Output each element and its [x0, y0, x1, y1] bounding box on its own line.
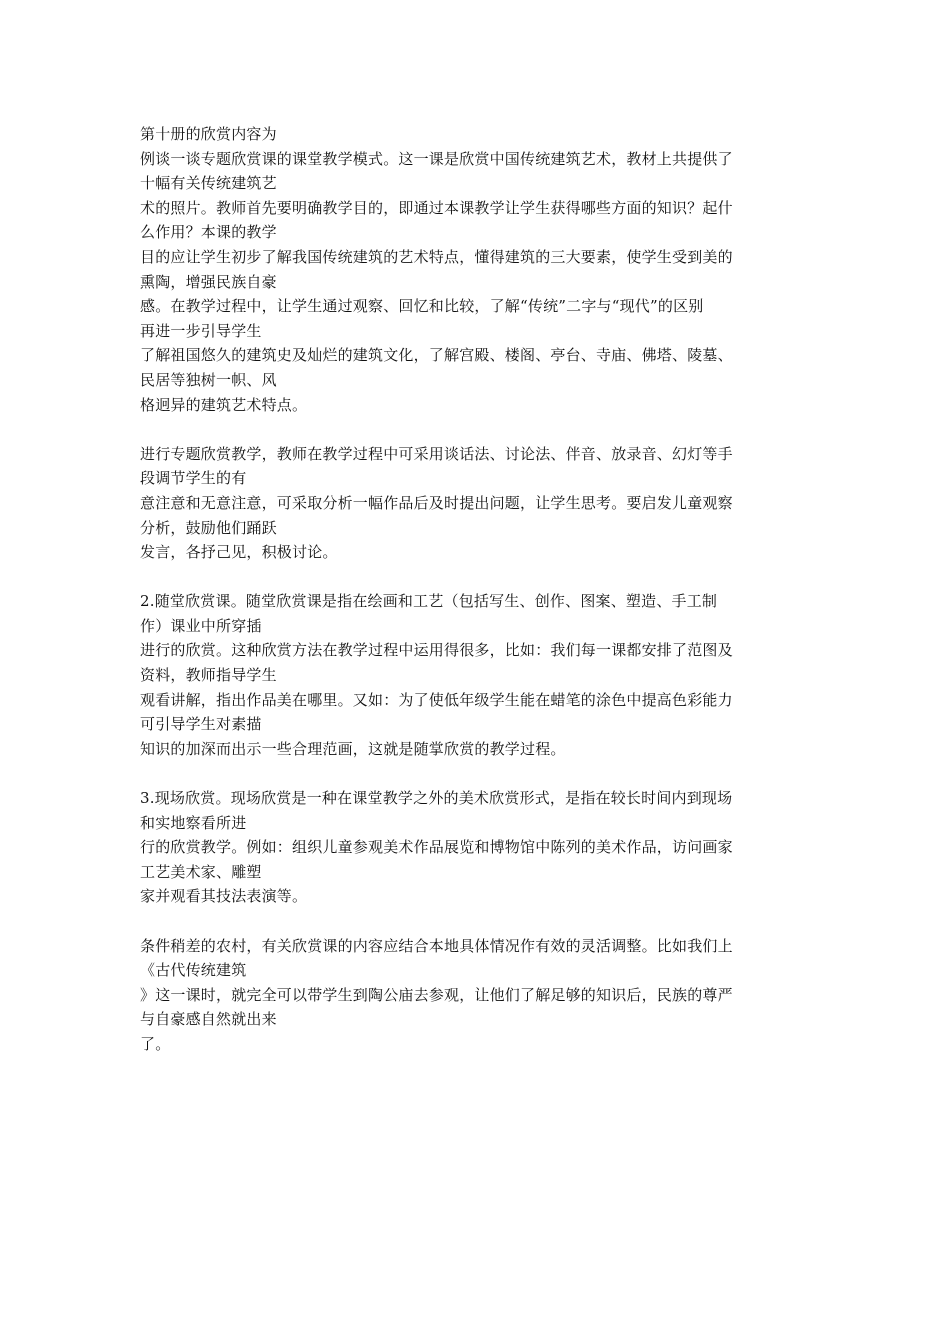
text-line: 例谈一谈专题欣赏课的课堂教学模式。这一课是欣赏中国传统建筑艺术，教材上共提供了 — [140, 149, 733, 168]
text-line: 分析，鼓励他们踊跃 — [140, 518, 277, 537]
text-line: 可引导学生对素描 — [140, 715, 262, 734]
text-line: 《古代传统建筑 — [140, 961, 247, 980]
paragraph-rural-adjustment — [140, 934, 812, 1057]
text-line: 行的欣赏教学。例如：组织儿童参观美术作品展览和博物馆中陈列的美术作品，访问画家 — [140, 838, 733, 857]
text-line: 么作用？本课的教学 — [140, 223, 277, 242]
text-line: 进行专题欣赏教学，教师在教学过程中可采用谈话法、讨论法、伴音、放录音、幻灯等手 — [140, 444, 733, 463]
text-line: 家并观看其技法表演等。 — [140, 887, 308, 906]
text-line: 作）课业中所穿插 — [140, 616, 262, 635]
text-line: 民居等独树一帜、风 — [140, 370, 277, 389]
paragraph-gap — [140, 565, 812, 590]
paragraph-gap — [140, 909, 812, 934]
paragraph-gap — [140, 761, 812, 786]
text-line: 与自豪感自然就出来 — [140, 1010, 277, 1029]
paragraph-topic-teaching — [140, 442, 812, 565]
text-line: 条件稍差的农村，有关欣赏课的内容应结合本地具体情况作有效的灵活调整。比如我们上 — [140, 936, 733, 955]
text-line: 资料，教师指导学生 — [140, 666, 277, 685]
text-line: 段调节学生的有 — [140, 469, 247, 488]
text-line: 意注意和无意注意，可采取分析一幅作品后及时提出问题，让学生思考。要启发儿童观察 — [140, 493, 733, 512]
text-line: 进行的欣赏。这种欣赏方法在教学过程中运用得很多，比如：我们每一课都安排了范图及 — [140, 641, 733, 660]
paragraph-on-site-appreciation — [140, 786, 812, 909]
text-line: 感。在教学过程中，让学生通过观察、回忆和比较，了解“传统”二字与“现代”的区别 — [140, 297, 704, 316]
text-line: 目的应让学生初步了解我国传统建筑的艺术特点，懂得建筑的三大要素，使学生受到美的 — [140, 247, 733, 266]
paragraph-intro — [140, 122, 812, 417]
text-line: 第十册的欣赏内容为 — [140, 125, 277, 143]
text-line: 发言，各抒己见，积极讨论。 — [140, 543, 338, 562]
text-line: 十幅有关传统建筑艺 — [140, 174, 277, 193]
text-line: 》这一课时，就完全可以带学生到陶公庙去参观，让他们了解足够的知识后，民族的尊严 — [140, 985, 733, 1004]
text-line: 观看讲解，指出作品美在哪里。又如：为了使低年级学生能在蜡笔的涂色中提高色彩能力 — [140, 690, 733, 709]
text-line: 3.现场欣赏。现场欣赏是一种在课堂教学之外的美术欣赏形式，是指在较长时间内到现场 — [140, 789, 733, 808]
text-line: 工艺美术家、雕塑 — [140, 862, 262, 881]
text-line: 了。 — [140, 1034, 171, 1053]
document-body — [140, 122, 812, 1057]
text-line: 熏陶，增强民族自豪 — [140, 272, 277, 291]
text-line: 和实地察看所进 — [140, 813, 247, 832]
text-line: 格迥异的建筑艺术特点。 — [140, 395, 308, 414]
paragraph-gap — [140, 417, 812, 442]
text-line: 知识的加深而出示一些合理范画，这就是随掌欣赏的教学过程。 — [140, 739, 566, 758]
text-line: 了解祖国悠久的建筑史及灿烂的建筑文化，了解宫殿、楼阁、亭台、寺庙、佛塔、陵墓、 — [140, 346, 733, 365]
text-line: 2.随堂欣赏课。随堂欣赏课是指在绘画和工艺（包括写生、创作、图案、塑造、手工制 — [140, 592, 718, 611]
text-line: 术的照片。教师首先要明确教学目的，即通过本课教学让学生获得哪些方面的知识？起什 — [140, 198, 733, 217]
text-line: 再进一步引导学生 — [140, 321, 262, 340]
paragraph-in-class-appreciation — [140, 589, 812, 761]
